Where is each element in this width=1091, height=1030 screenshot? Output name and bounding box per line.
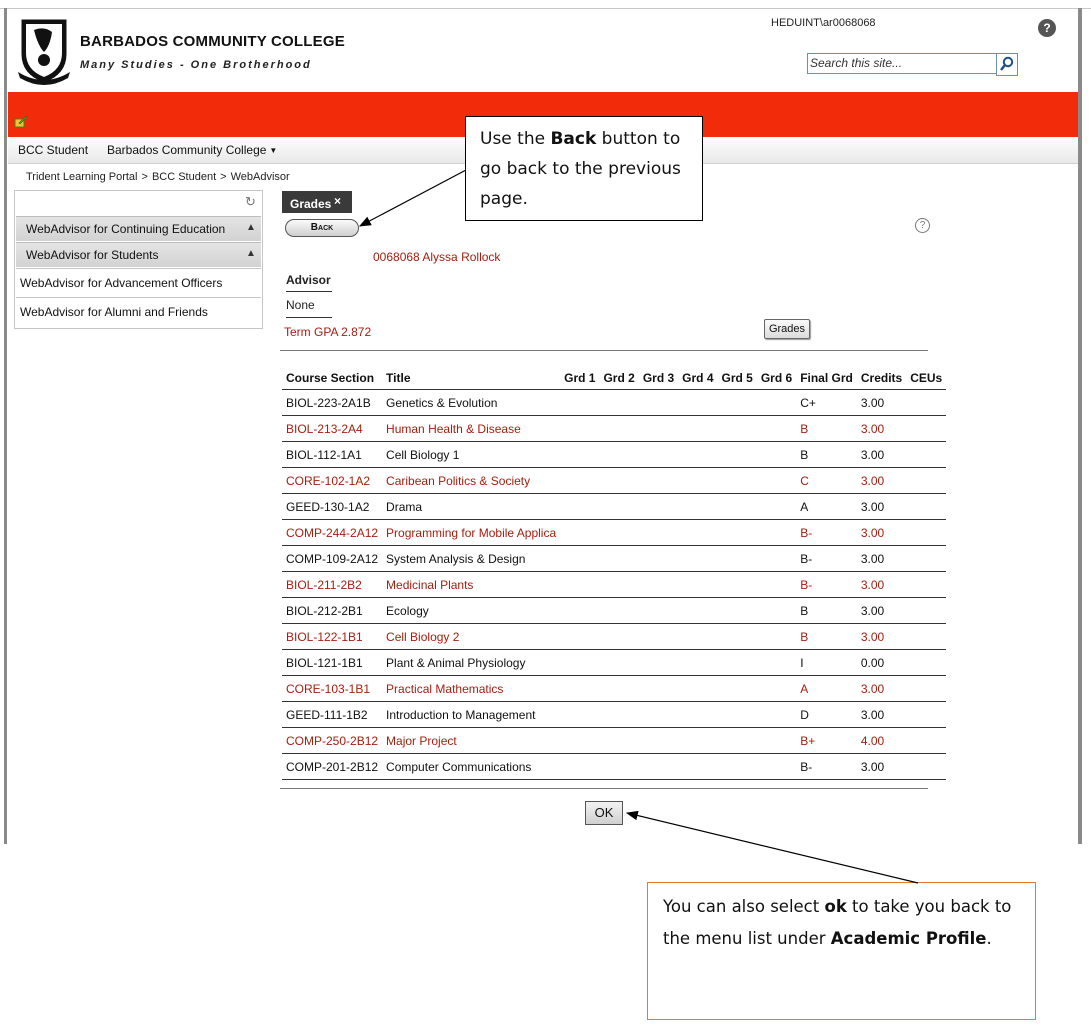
cell-final-grade: A (796, 494, 857, 520)
callout-text: button to go back to the previous page. (480, 129, 681, 209)
cell-ceus (906, 494, 946, 520)
help-icon[interactable]: ? (915, 218, 930, 233)
cell-grd5 (718, 728, 757, 754)
cell-grd2 (599, 624, 638, 650)
table-row (282, 390, 946, 416)
quick-launch-panel (14, 190, 263, 329)
cell-grd2 (599, 702, 638, 728)
callout-text: . (986, 929, 992, 948)
cell-final-grade: C+ (796, 390, 857, 416)
cell-grd3 (639, 442, 678, 468)
table-row (282, 650, 946, 676)
cell-final-grade: D (796, 702, 857, 728)
cell-grd3 (639, 572, 678, 598)
table-row (282, 442, 946, 468)
cell-credits: 3.00 (857, 390, 906, 416)
cell-grd4 (678, 494, 717, 520)
cell-credits: 3.00 (857, 676, 906, 702)
cell-title: System Analysis & Design (382, 546, 560, 572)
cell-grd6 (757, 598, 796, 624)
cell-title: Introduction to Management (382, 702, 560, 728)
sidebar-header-continuing-education[interactable] (16, 216, 261, 241)
close-icon[interactable]: × (334, 194, 342, 208)
callout-text: Use the (480, 129, 551, 149)
tab-label: Grades (290, 197, 332, 211)
back-button[interactable]: Back (285, 219, 359, 237)
sidebar-item-advancement-officers[interactable] (16, 268, 261, 297)
window-border-right (1078, 8, 1082, 844)
table-row (282, 546, 946, 572)
cell-grd3 (639, 650, 678, 676)
help-icon[interactable]: ? (1038, 19, 1056, 37)
cell-grd6 (757, 650, 796, 676)
col-grd6: Grd 6 (757, 367, 796, 390)
cell-grd3 (639, 676, 678, 702)
cell-grd2 (599, 676, 638, 702)
table-row (282, 728, 946, 754)
breadcrumb-webadvisor: WebAdvisor (230, 171, 290, 183)
cell-credits: 3.00 (857, 702, 906, 728)
cell-grd4 (678, 442, 717, 468)
cell-ceus (906, 650, 946, 676)
sidebar-header-students[interactable] (16, 242, 261, 267)
cell-grd2 (599, 546, 638, 572)
cell-final-grade: B (796, 598, 857, 624)
cell-grd5 (718, 520, 757, 546)
cell-course-section: CORE-103-1B1 (282, 676, 382, 702)
cell-grd4 (678, 728, 717, 754)
cell-title: Medicinal Plants (382, 572, 560, 598)
cell-course-section: BIOL-212-2B1 (282, 598, 382, 624)
cell-grd1 (560, 754, 599, 780)
chevron-up-icon[interactable]: ▲ (246, 248, 256, 259)
table-row (282, 520, 946, 546)
cell-grd6 (757, 546, 796, 572)
cell-grd5 (718, 650, 757, 676)
col-grd5: Grd 5 (718, 367, 757, 390)
cell-grd6 (757, 416, 796, 442)
cell-grd1 (560, 546, 599, 572)
cell-grd3 (639, 546, 678, 572)
cell-grd6 (757, 624, 796, 650)
cell-course-section: BIOL-121-1B1 (282, 650, 382, 676)
cell-grd3 (639, 598, 678, 624)
sidebar-item-label: WebAdvisor for Alumni and Friends (20, 305, 208, 319)
cell-grd5 (718, 494, 757, 520)
chevron-up-icon[interactable]: ▲ (246, 222, 256, 233)
cell-final-grade: B (796, 416, 857, 442)
cell-credits: 3.00 (857, 494, 906, 520)
cell-credits: 3.00 (857, 572, 906, 598)
nav-college-label: Barbados Community College (107, 143, 267, 157)
cell-course-section: BIOL-112-1A1 (282, 442, 382, 468)
sidebar-item-alumni-friends[interactable] (16, 297, 261, 326)
breadcrumb-separator: > (220, 171, 227, 183)
search-box (807, 53, 997, 74)
cell-grd3 (639, 416, 678, 442)
sidebar-item-label: WebAdvisor for Advancement Officers (20, 276, 223, 290)
cell-grd5 (718, 416, 757, 442)
grades-table (282, 367, 946, 780)
cell-grd6 (757, 468, 796, 494)
cell-grd2 (599, 572, 638, 598)
ok-button[interactable]: OK (585, 801, 623, 825)
cell-credits: 0.00 (857, 650, 906, 676)
callout-back (465, 116, 703, 221)
cell-grd4 (678, 468, 717, 494)
cell-grd1 (560, 702, 599, 728)
cell-title: Practical Mathematics (382, 676, 560, 702)
cell-grd3 (639, 468, 678, 494)
cell-title: Drama (382, 494, 560, 520)
cell-final-grade: I (796, 650, 857, 676)
cell-final-grade: B- (796, 520, 857, 546)
cell-grd1 (560, 650, 599, 676)
cell-course-section: COMP-109-2A12 (282, 546, 382, 572)
cell-course-section: GEED-130-1A2 (282, 494, 382, 520)
cell-grd2 (599, 390, 638, 416)
cell-grd2 (599, 520, 638, 546)
callout-bold-text: Back (550, 129, 597, 149)
cell-title: Cell Biology 1 (382, 442, 560, 468)
cell-ceus (906, 416, 946, 442)
cell-grd4 (678, 416, 717, 442)
cell-grd2 (599, 598, 638, 624)
cell-grd4 (678, 650, 717, 676)
cell-credits: 3.00 (857, 520, 906, 546)
cell-final-grade: B+ (796, 728, 857, 754)
cell-grd4 (678, 390, 717, 416)
cell-ceus (906, 624, 946, 650)
advisor-heading: Advisor (286, 273, 332, 292)
cell-grd3 (639, 390, 678, 416)
cell-grd3 (639, 702, 678, 728)
table-row (282, 702, 946, 728)
cell-grd3 (639, 494, 678, 520)
cell-final-grade: B (796, 624, 857, 650)
cell-grd6 (757, 520, 796, 546)
col-course-section: Course Section (282, 367, 382, 390)
cell-grd4 (678, 520, 717, 546)
cell-grd6 (757, 442, 796, 468)
nav-college-menu[interactable] (107, 143, 277, 157)
college-crest-logo (16, 16, 72, 86)
cell-ceus (906, 442, 946, 468)
search-icon (997, 54, 1017, 75)
cell-grd1 (560, 624, 599, 650)
cell-ceus (906, 702, 946, 728)
cell-grd1 (560, 728, 599, 754)
cell-grd1 (560, 676, 599, 702)
cell-ceus (906, 598, 946, 624)
browser-frame-top (0, 0, 1091, 9)
cell-course-section: BIOL-211-2B2 (282, 572, 382, 598)
cell-grd4 (678, 676, 717, 702)
dropdown-caret-icon: ▼ (269, 146, 278, 155)
cell-ceus (906, 754, 946, 780)
cell-grd3 (639, 624, 678, 650)
table-top-rule (280, 350, 928, 351)
table-row (282, 598, 946, 624)
cell-ceus (906, 546, 946, 572)
cell-course-section: COMP-250-2B12 (282, 728, 382, 754)
cell-grd6 (757, 676, 796, 702)
breadcrumb-separator: > (141, 171, 148, 183)
breadcrumb-portal[interactable]: Trident Learning Portal (26, 171, 138, 183)
window-border-left (4, 8, 7, 844)
callout-bold-text: Academic Profile (830, 929, 987, 948)
cell-grd4 (678, 572, 717, 598)
cell-grd4 (678, 702, 717, 728)
cell-grd2 (599, 650, 638, 676)
search-input[interactable] (810, 55, 990, 71)
cell-title: Plant & Animal Physiology (382, 650, 560, 676)
cell-grd5 (718, 442, 757, 468)
cell-grd5 (718, 754, 757, 780)
cell-grd4 (678, 598, 717, 624)
cell-final-grade: B (796, 442, 857, 468)
cell-grd6 (757, 390, 796, 416)
cell-ceus (906, 468, 946, 494)
edit-page-icon[interactable] (14, 114, 28, 128)
cell-course-section: CORE-102-1A2 (282, 468, 382, 494)
cell-grd3 (639, 754, 678, 780)
cell-grd1 (560, 520, 599, 546)
cell-grd5 (718, 546, 757, 572)
search-button[interactable] (996, 53, 1018, 76)
cell-ceus (906, 676, 946, 702)
cell-grd6 (757, 572, 796, 598)
cell-course-section: BIOL-122-1B1 (282, 624, 382, 650)
cell-credits: 3.00 (857, 416, 906, 442)
cell-title: Major Project (382, 728, 560, 754)
table-bottom-rule (280, 788, 928, 789)
cell-grd3 (639, 728, 678, 754)
cell-grd6 (757, 494, 796, 520)
cell-grd1 (560, 416, 599, 442)
college-name[interactable]: BARBADOS COMMUNITY COLLEGE (80, 33, 345, 50)
col-ceus: CEUs (906, 367, 946, 390)
cell-grd5 (718, 390, 757, 416)
sidebar-header-label: WebAdvisor for Students (26, 248, 159, 262)
cell-title: Computer Communications (382, 754, 560, 780)
cell-credits: 4.00 (857, 728, 906, 754)
college-motto: Many Studies - One Brotherhood (80, 59, 312, 71)
table-row (282, 676, 946, 702)
cell-grd5 (718, 572, 757, 598)
cell-grd6 (757, 702, 796, 728)
grades-button[interactable]: Grades (764, 319, 810, 339)
cell-course-section: COMP-244-2A12 (282, 520, 382, 546)
cell-ceus (906, 390, 946, 416)
cell-title: Genetics & Evolution (382, 390, 560, 416)
cell-credits: 3.00 (857, 754, 906, 780)
cell-grd4 (678, 546, 717, 572)
cell-grd3 (639, 520, 678, 546)
cell-credits: 3.00 (857, 598, 906, 624)
cell-grd5 (718, 676, 757, 702)
cell-course-section: BIOL-223-2A1B (282, 390, 382, 416)
table-row (282, 572, 946, 598)
cell-grd1 (560, 598, 599, 624)
breadcrumb-bcc-student[interactable]: BCC Student (151, 171, 217, 183)
col-grd2: Grd 2 (599, 367, 638, 390)
cell-title: Human Health & Disease (382, 416, 560, 442)
sidebar-header-label: WebAdvisor for Continuing Education (26, 222, 226, 236)
col-credits: Credits (857, 367, 906, 390)
table-row (282, 624, 946, 650)
cell-course-section: GEED-111-1B2 (282, 702, 382, 728)
refresh-icon[interactable]: ↻ (245, 194, 256, 209)
cell-final-grade: B- (796, 754, 857, 780)
table-row (282, 754, 946, 780)
cell-ceus (906, 520, 946, 546)
col-grd4: Grd 4 (678, 367, 717, 390)
cell-credits: 3.00 (857, 546, 906, 572)
table-row (282, 494, 946, 520)
cell-grd4 (678, 754, 717, 780)
cell-final-grade: B- (796, 572, 857, 598)
cell-grd4 (678, 624, 717, 650)
cell-grd1 (560, 442, 599, 468)
cell-grd2 (599, 494, 638, 520)
cell-course-section: BIOL-213-2A4 (282, 416, 382, 442)
callout-text: You can also select (663, 897, 825, 916)
cell-grd1 (560, 468, 599, 494)
cell-final-grade: B- (796, 546, 857, 572)
cell-grd1 (560, 390, 599, 416)
callout-text: to take you back to the menu list under (663, 897, 1012, 948)
cell-title: Caribean Politics & Society (382, 468, 560, 494)
cell-grd2 (599, 728, 638, 754)
cell-grd5 (718, 702, 757, 728)
callout-ok (647, 882, 1036, 1020)
term-gpa: Term GPA 2.872 (284, 325, 372, 339)
cell-credits: 3.00 (857, 624, 906, 650)
cell-final-grade: A (796, 676, 857, 702)
tab-grades[interactable] (282, 191, 352, 213)
cell-title: Cell Biology 2 (382, 624, 560, 650)
user-account-menu[interactable]: HEDUINT\ar0068068 (771, 17, 876, 29)
cell-grd5 (718, 468, 757, 494)
cell-title: Ecology (382, 598, 560, 624)
cell-grd2 (599, 442, 638, 468)
cell-final-grade: C (796, 468, 857, 494)
callout-bold-text: ok (824, 897, 847, 916)
cell-grd5 (718, 624, 757, 650)
cell-ceus (906, 728, 946, 754)
col-title: Title (382, 367, 560, 390)
table-row (282, 416, 946, 442)
cell-grd2 (599, 416, 638, 442)
cell-title: Programming for Mobile Applica (382, 520, 560, 546)
cell-grd2 (599, 468, 638, 494)
breadcrumb (26, 171, 294, 183)
cell-grd5 (718, 598, 757, 624)
cell-ceus (906, 572, 946, 598)
advisor-value: None (286, 298, 332, 318)
table-row (282, 468, 946, 494)
cell-course-section: COMP-201-2B12 (282, 754, 382, 780)
cell-grd1 (560, 572, 599, 598)
cell-grd2 (599, 754, 638, 780)
cell-grd1 (560, 494, 599, 520)
cell-grd6 (757, 728, 796, 754)
cell-credits: 3.00 (857, 468, 906, 494)
student-name: 0068068 Alyssa Rollock (373, 250, 501, 264)
table-header-row (282, 367, 946, 390)
col-grd1: Grd 1 (560, 367, 599, 390)
cell-grd6 (757, 754, 796, 780)
cell-credits: 3.00 (857, 442, 906, 468)
col-grd3: Grd 3 (639, 367, 678, 390)
col-final-grade: Final Grd (796, 367, 857, 390)
nav-bcc-student[interactable]: BCC Student (18, 143, 89, 157)
